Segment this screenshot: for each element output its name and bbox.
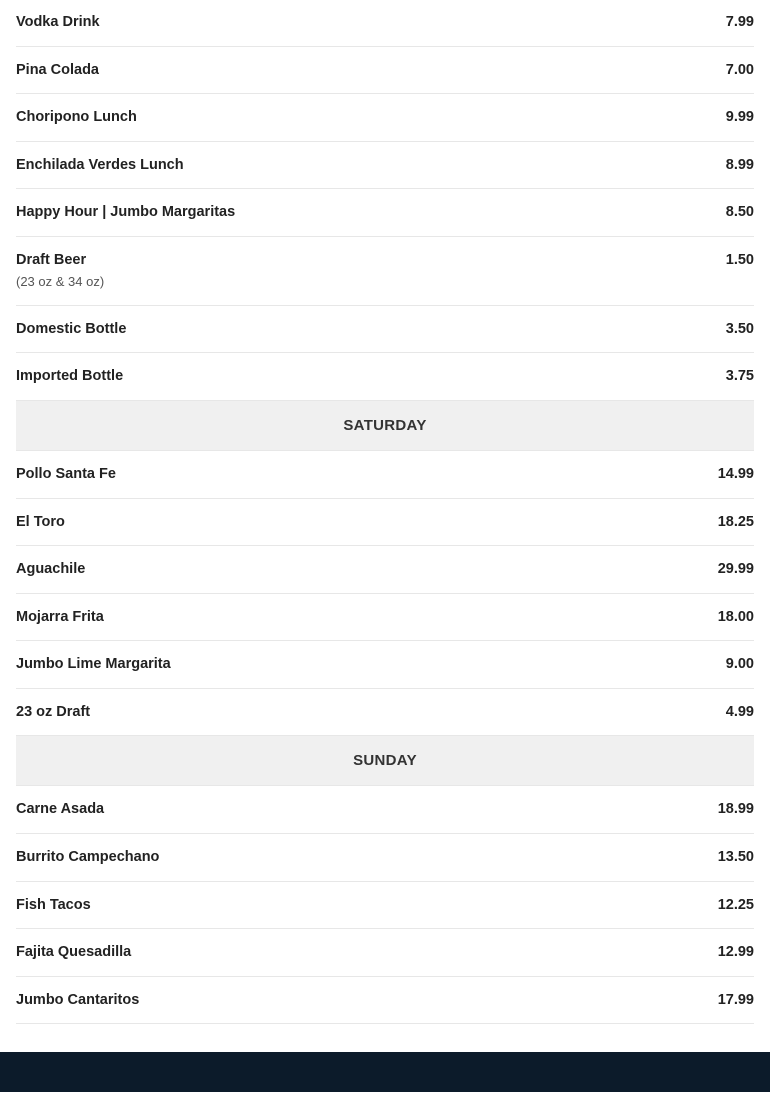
- menu-item-name-wrap: [16, 320, 726, 340]
- menu-item-name-wrap: [16, 203, 726, 223]
- menu-item-name-wrap: [16, 608, 718, 628]
- menu-item-name: Enchilada Verdes Lunch: [16, 156, 184, 173]
- menu-section-header: SATURDAY: [16, 401, 754, 451]
- menu-item-price: 13.50: [717, 848, 754, 865]
- footer-bar: [0, 1052, 770, 1092]
- menu-item-price: 9.00: [725, 656, 754, 673]
- menu-item-price: 17.99: [717, 991, 754, 1008]
- menu-item-name-wrap: [16, 13, 726, 33]
- menu-item-row: [16, 594, 754, 642]
- menu-item-note: (23 oz & 34 oz): [16, 274, 105, 290]
- menu-item-row: [16, 353, 754, 401]
- menu-item-price: 12.25: [717, 896, 754, 913]
- menu-item-name: Mojarra Frita: [16, 608, 104, 625]
- menu-item-price: 3.50: [725, 320, 754, 337]
- menu-item-name-wrap: [16, 703, 726, 723]
- menu-item-name: 23 oz Draft: [16, 703, 91, 720]
- menu-item-name-wrap: [16, 896, 718, 916]
- menu-item-name: Choripono Lunch: [16, 109, 137, 126]
- menu-item-price: 18.25: [717, 513, 754, 530]
- menu-item-price: 8.50: [725, 204, 754, 221]
- menu-item-name: El Toro: [16, 513, 65, 530]
- menu-item-row: [16, 142, 754, 190]
- menu-item-row: [16, 834, 754, 882]
- menu-item-name: Jumbo Lime Margarita: [16, 656, 171, 673]
- menu-item-price: 7.99: [725, 14, 754, 30]
- menu-item-price: 29.99: [717, 561, 754, 578]
- menu-item-row: [16, 929, 754, 977]
- menu-item-row: [16, 977, 754, 1025]
- menu-item-name-wrap: [16, 108, 726, 128]
- menu-item-price: 9.99: [725, 109, 754, 126]
- menu-item-price: 18.00: [717, 608, 754, 625]
- menu-item-name: Imported Bottle: [16, 368, 124, 385]
- menu-item-name: Aguachile: [16, 561, 86, 578]
- menu-item-name-wrap: [16, 251, 726, 292]
- menu-item-name: Vodka Drink: [16, 14, 100, 30]
- menu-item-price: 12.99: [717, 944, 754, 961]
- menu-item-name: Fish Tacos: [16, 896, 91, 913]
- menu-section-header: SUNDAY: [16, 736, 754, 786]
- menu-item-price: 7.00: [725, 61, 754, 78]
- menu-item-name-wrap: [16, 513, 718, 533]
- menu-item-name: Happy Hour | Jumbo Margaritas: [16, 204, 236, 221]
- menu-item-name: Domestic Bottle: [16, 320, 127, 337]
- menu-item-name-wrap: [16, 943, 718, 963]
- menu-item-name: Fajita Quesadilla: [16, 944, 132, 961]
- menu-item-name-wrap: [16, 367, 726, 387]
- menu-item-name: Pina Colada: [16, 61, 99, 78]
- menu-item-row: [16, 451, 754, 499]
- menu-item-price: 8.99: [725, 156, 754, 173]
- menu-item-name-wrap: [16, 848, 718, 868]
- menu-item-name: Draft Beer: [16, 251, 87, 268]
- menu-item-price: 3.75: [725, 368, 754, 385]
- menu-item-name: Jumbo Cantaritos: [16, 991, 140, 1008]
- menu-item-price: 14.99: [717, 466, 754, 482]
- menu-item-price: 4.99: [725, 703, 754, 720]
- menu-item-name: Burrito Campechano: [16, 848, 160, 865]
- menu-item-name-wrap: [16, 156, 726, 176]
- menu-item-row: [16, 94, 754, 142]
- menu-item-name-wrap: [16, 991, 718, 1011]
- menu-item-row: [16, 641, 754, 689]
- menu-item-row: [16, 689, 754, 737]
- menu-item-row: [16, 306, 754, 354]
- menu-item-row: [16, 237, 754, 306]
- menu-item-name-wrap: [16, 61, 726, 81]
- menu-item-name: Carne Asada: [16, 801, 105, 818]
- menu-item-name: Pollo Santa Fe: [16, 466, 116, 482]
- menu-item-row: [16, 882, 754, 930]
- menu-item-row: [16, 786, 754, 834]
- menu-item-price: 1.50: [725, 251, 754, 268]
- menu-item-name-wrap: [16, 800, 718, 820]
- bottom-spacer: [0, 1024, 770, 1052]
- menu-item-row: [16, 499, 754, 547]
- menu-item-name-wrap: [16, 655, 726, 675]
- menu-item-price: 18.99: [717, 801, 754, 818]
- menu-item-row: [16, 189, 754, 237]
- menu-item-name-wrap: [16, 560, 718, 580]
- menu-item-row: [16, 546, 754, 594]
- menu-item-name-wrap: [16, 465, 718, 485]
- menu-item-row: [16, 0, 754, 47]
- menu-item-row: [16, 47, 754, 95]
